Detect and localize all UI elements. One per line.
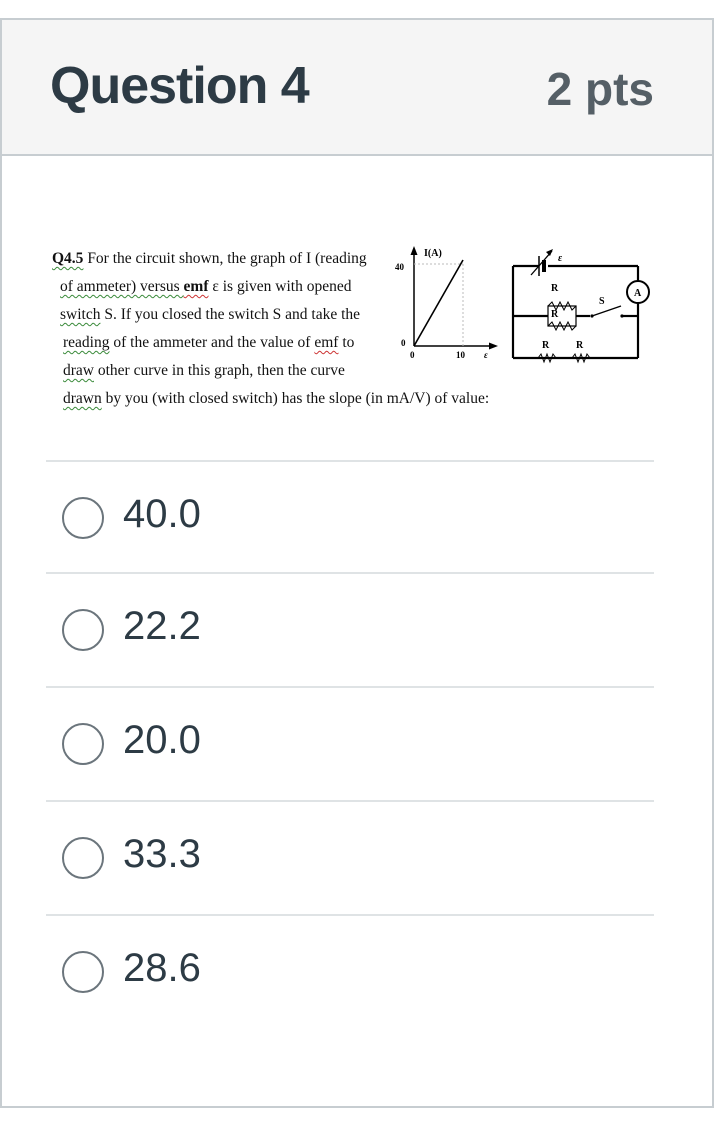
circuit-diagram: [508, 244, 654, 368]
prompt-line-1: [52, 250, 367, 268]
prompt-text: of ammeter) versus: [60, 278, 184, 295]
battery-icon: [531, 249, 553, 276]
x-tick-label: 10: [456, 350, 465, 360]
answer-option[interactable]: [46, 800, 654, 914]
prompt-line-6: [63, 390, 489, 408]
radio-button[interactable]: [62, 951, 104, 993]
origin-y-label: 0: [401, 338, 406, 348]
prompt-line-3: [60, 306, 360, 324]
answer-label[interactable]: 40.0: [123, 492, 201, 536]
prompt-text: For the circuit shown, the graph of I (reading: [83, 250, 367, 267]
question-title: Question 4: [50, 57, 309, 115]
question-points: 2 pts: [546, 63, 654, 115]
y-axis-arrow: [411, 246, 418, 255]
y-tick-label: 40: [395, 262, 404, 272]
prompt-line-5: [63, 362, 345, 380]
emf-label: ε: [558, 253, 563, 264]
prompt-text: ε is given with opened: [208, 278, 352, 295]
radio-button[interactable]: [62, 497, 104, 539]
radio-button[interactable]: [62, 723, 104, 765]
current-vs-emf-graph: [392, 242, 504, 364]
x-axis-label: ε: [484, 350, 488, 360]
answer-option[interactable]: [46, 914, 654, 1028]
switch-label: S: [599, 296, 605, 307]
x-axis-arrow: [489, 343, 498, 350]
answer-list: [46, 460, 654, 1028]
resistor-label-bottom-right: R: [576, 340, 584, 351]
prompt-text: reading: [63, 334, 110, 351]
prompt-text: switch: [60, 306, 101, 323]
origin-x-label: 0: [410, 350, 415, 360]
switch-icon: [590, 306, 623, 318]
answer-option[interactable]: [46, 572, 654, 686]
prompt-emf: emf: [183, 278, 209, 295]
answer-label[interactable]: 20.0: [123, 718, 201, 762]
radio-button[interactable]: [62, 609, 104, 651]
answer-label[interactable]: 28.6: [123, 946, 201, 990]
prompt-emf: emf: [314, 334, 339, 351]
prompt-text: to: [338, 334, 355, 351]
question-header: [2, 20, 712, 156]
open-switch-curve: [414, 260, 463, 346]
prompt-text: by you (with closed switch) has the slope (in mA/V) of value:: [101, 390, 490, 407]
ammeter-label: A: [634, 288, 642, 299]
answer-label[interactable]: 33.3: [123, 832, 201, 876]
resistor-label-top: R: [551, 283, 559, 294]
resistor-label-bottom-left: R: [542, 340, 550, 351]
resistor-label-mid: R: [551, 309, 559, 320]
prompt-text: drawn: [63, 390, 102, 407]
prompt-line-4: [63, 334, 354, 352]
y-axis-label: I(A): [424, 248, 442, 259]
prompt-text: of the ammeter and the value of: [109, 334, 315, 351]
answer-label[interactable]: 22.2: [123, 604, 201, 648]
answer-option[interactable]: [46, 460, 654, 572]
prompt-text: other curve in this graph, then the curve: [94, 362, 345, 379]
prompt-line-2: [60, 278, 351, 296]
radio-button[interactable]: [62, 837, 104, 879]
question-id: Q4.5: [52, 250, 84, 267]
answer-option[interactable]: [46, 686, 654, 800]
prompt-text: S. If you closed the switch S and take the: [100, 306, 361, 323]
prompt-text: draw: [63, 362, 94, 379]
